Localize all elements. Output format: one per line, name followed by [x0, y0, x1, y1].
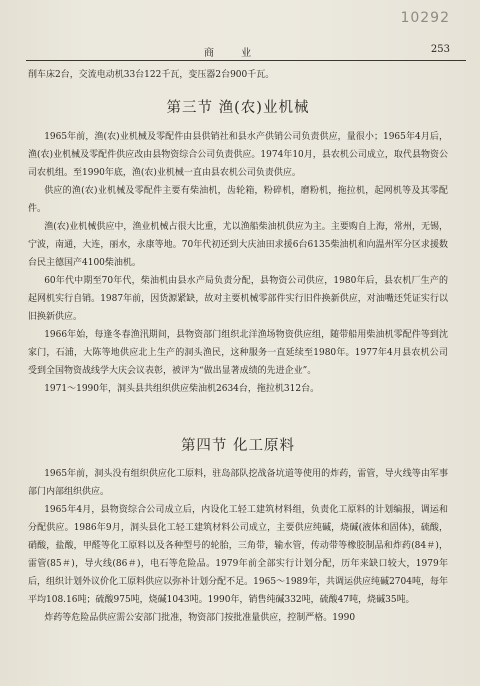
paragraph: 1965年前，渔(农)业机械及零配件由县供销社和县水产供销公司负责供应，量很小；1965年4月后，渔(农)业机械及零配件供应改由县物资综合公司负责供应。1974年10月，县农机公司成立，取代县物资公司农机组。至1990年底，渔(农)业机械一直由县农机公司负责供应。 — [28, 132, 448, 178]
paragraph: 1971～1990年，洞头县共组织供应柴油机2634台，拖拉机312台。 — [44, 384, 320, 394]
paragraph: 1965年4月，县物资综合公司成立后，内设化工轻工建筑材料组，负责化工原料的计划编报，调运和分配供应。1986年9月，洞头县化工轻工建筑材料公司成立，主要供应纯碱，烧碱(液体和固体)，硫酸，硝酸，盐酸，甲醛等化工原料以及各种型号的轮胎，三角带，输水管，传动带等橡胶制品和炸药(84＃)，雷管(85＃)，导火线(86＃)，电石等危险品。1979年前全部实行计划分配，历年来缺口较大，1979年后，组织计划外议价化工原料供应以弥补计划分配不足。1965～1989年，共调运供应纯碱2704吨，每年平均108.16吨；硫酸975吨，烧碱1043吨。1990年，销售纯碱332吨，硫酸47吨，烧碱35吨。 — [28, 505, 448, 605]
section-heading: 第三节 渔(农)业机械 — [166, 100, 310, 116]
continued-text-block — [28, 66, 448, 84]
section-body — [28, 465, 448, 627]
header-title: 商 业 — [204, 48, 264, 59]
paragraph: 供应的渔(农)业机械及零配件主要有柴油机，齿轮箱，粉碎机，磨粉机，拖拉机，起网机等及其零配件。 — [28, 186, 448, 214]
paragraph: 60年代中期至70年代，柴油机由县水产局负责分配，县物资公司供应，1980年后，县农机厂生产的起网机实行自销。1987年前，因货源紧缺，故对主要机械零部件实行旧件换新供应，对油嘴还凭证实行以旧换新供应。 — [28, 276, 448, 322]
section-heading: 第四节 化工原料 — [180, 438, 296, 454]
paragraph: 1965年前，洞头没有组织供应化工原料，驻岛部队挖战备坑道等使用的炸药，雷管，导火线等由军事部门内部组织供应。 — [28, 469, 448, 497]
paragraph: 削车床2台，交流电动机33台122千瓦，变压器2台900千瓦。 — [28, 70, 275, 80]
section-body — [28, 128, 448, 398]
paragraph: 炸药等危险品供应需公安部门批准，物资部门按批准量供应，控制严格。1990 — [44, 613, 356, 623]
page-number: 253 — [430, 44, 450, 55]
scan-number: 10292 — [400, 10, 450, 26]
running-header — [26, 44, 466, 61]
paragraph: 渔(农)业机械供应中，渔业机械占很大比重，尤以渔船柴油机供应为主。主要购自上海，常州，无锡，宁波，南通，大连，丽水，永康等地。70年代初还到大庆油田求援6台6135柴油机和向温州军分区求援数台民主德国产4100柴油机。 — [28, 222, 448, 268]
paragraph: 1966年始，每逢冬春渔汛期间，县物资部门组织北洋渔场物资供应组，随带船用柴油机零配件等到沈家门，石浦，大陈等地供应北上生产的洞头渔民，这种服务一直延续至1980年。1977年4月县农机公司受到全国物资战线学大庆会议表彰，被评为“做出显著成绩的先进企业”。 — [28, 330, 448, 376]
